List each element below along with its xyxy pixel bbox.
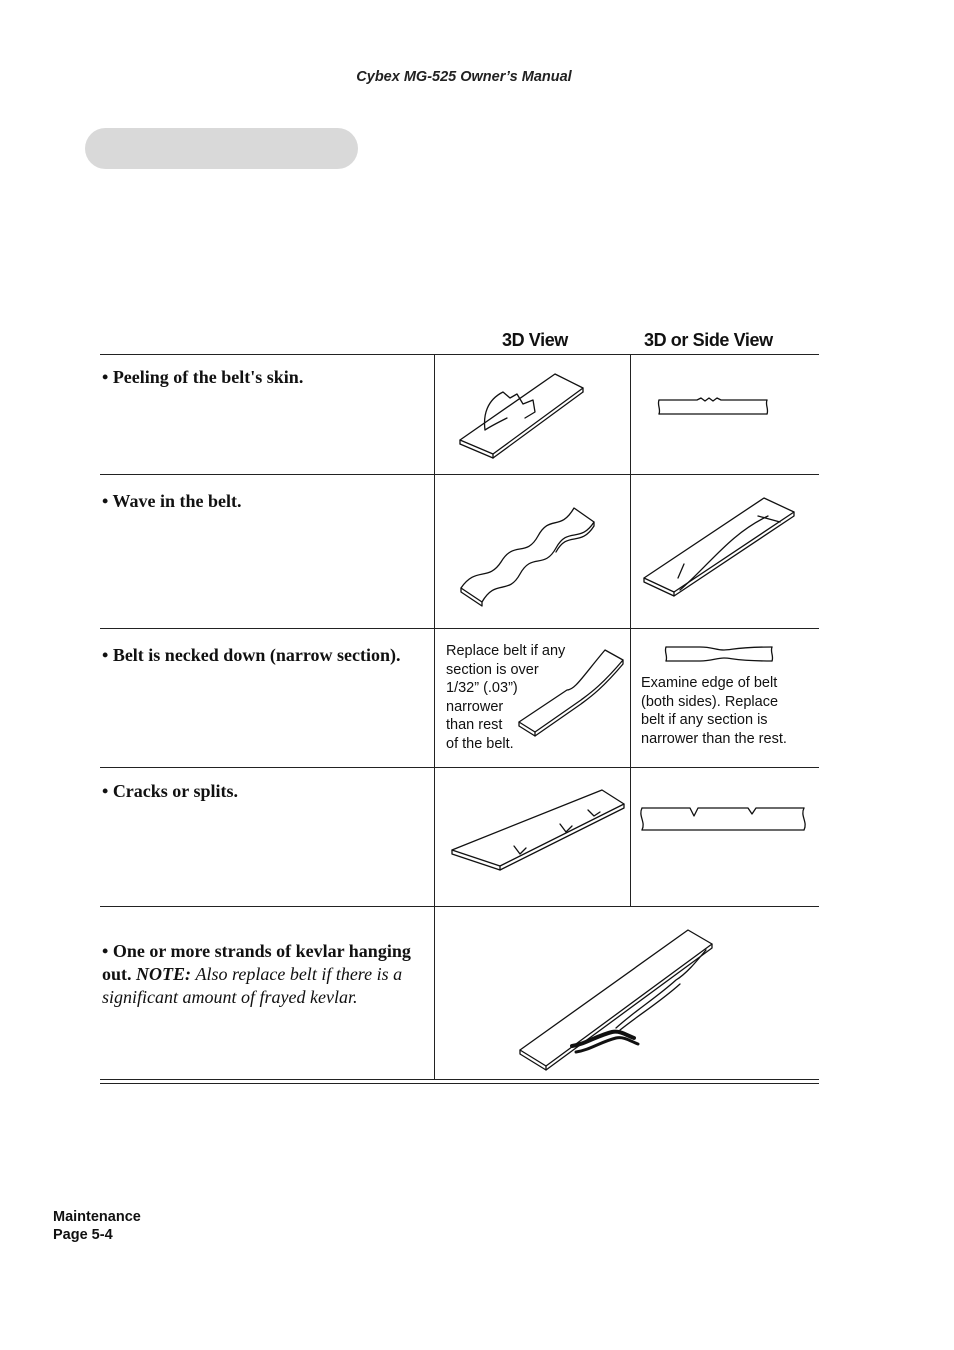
table-bottom-rule-double <box>100 1083 819 1084</box>
necked-down-belt-3d-illustration <box>515 646 627 738</box>
row-divider <box>100 474 819 475</box>
table-bottom-rule <box>100 1079 819 1080</box>
manual-title: Cybex MG-525 Owner’s Manual <box>356 69 572 85</box>
column-header-side-view: 3D or Side View <box>644 330 773 350</box>
kevlar-note-label: NOTE: <box>136 964 192 984</box>
column-divider <box>630 355 631 907</box>
section-tab <box>85 128 358 169</box>
kevlar-label-main: One or more strands of kevlar hanging out. <box>102 941 411 984</box>
necked-down-3d-note: Replace belt if any section is over 1/32” (.03”) narrower than rest of the belt. <box>446 643 566 752</box>
column-header-3d-view: 3D View <box>502 330 568 350</box>
row-divider <box>100 628 819 629</box>
row-label-wave: • Wave in the belt. <box>102 491 242 511</box>
wave-belt-side-illustration <box>640 494 800 600</box>
cracks-belt-3d-illustration <box>448 786 630 878</box>
row-divider <box>100 767 819 768</box>
kevlar-note-text: Also replace belt if there is a significant amount of frayed kevlar. <box>102 964 403 1007</box>
necked-down-side-note: Examine edge of belt (both sides). Replace belt if any section is narrower than the rest. <box>641 675 787 747</box>
table-top-rule <box>100 354 819 355</box>
row-divider <box>100 906 819 907</box>
row-label-necked-down: • Belt is necked down (narrow section). <box>102 645 401 665</box>
wave-belt-3d-illustration <box>456 496 601 608</box>
footer-section: Maintenance <box>53 1209 141 1225</box>
row-label-kevlar: • One or more strands of kevlar hanging out. NOTE: Also replace belt if there is a significant amount of frayed kevlar. <box>102 941 411 1007</box>
peeling-belt-3d-illustration <box>455 370 585 460</box>
column-divider <box>434 355 435 1080</box>
footer-page-number: Page 5-4 <box>53 1227 113 1243</box>
cracks-belt-side-illustration <box>636 804 812 838</box>
necked-down-belt-side-illustration <box>660 643 780 665</box>
peeling-belt-side-illustration <box>655 396 775 420</box>
page-footer <box>53 1208 141 1244</box>
kevlar-belt-3d-illustration <box>516 926 726 1076</box>
row-label-peeling: • Peeling of the belt's skin. <box>102 367 304 387</box>
row-label-cracks: • Cracks or splits. <box>102 781 238 801</box>
